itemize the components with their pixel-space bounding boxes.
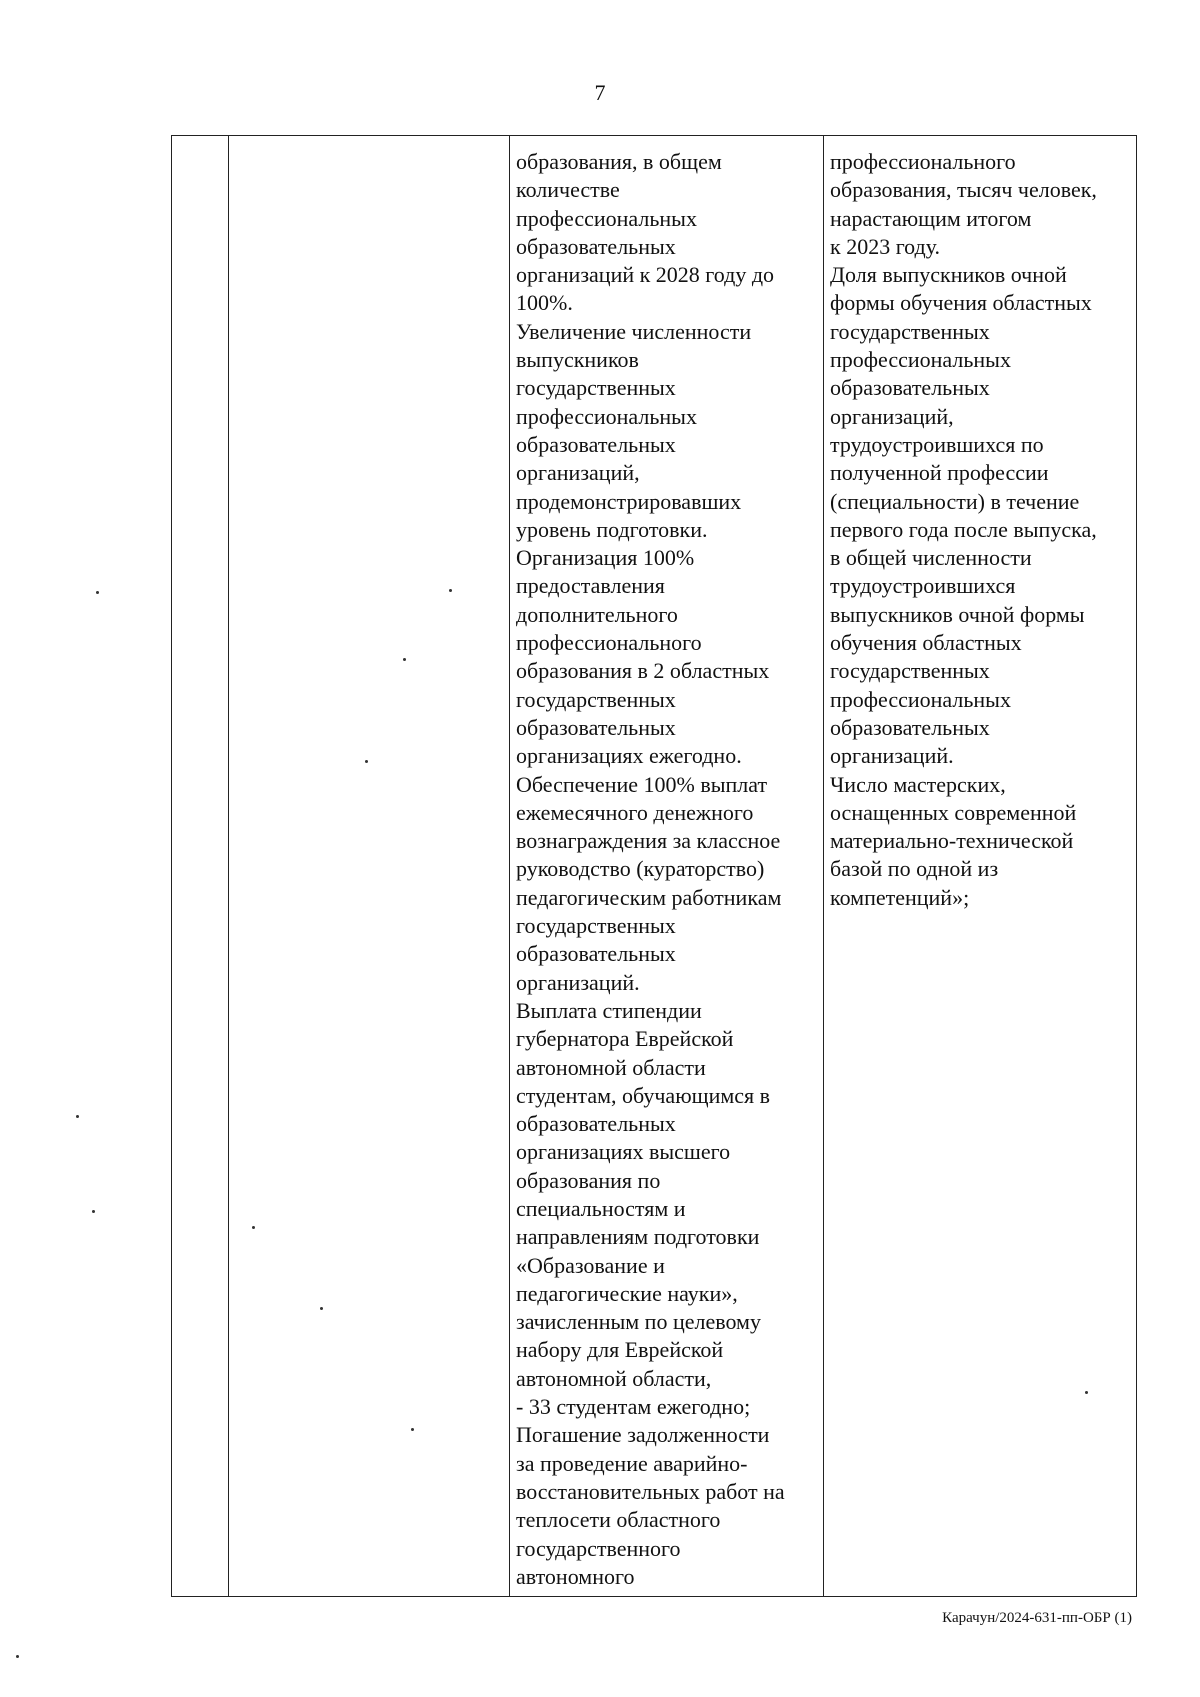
table-row — [172, 136, 1137, 1597]
scan-speck — [92, 1210, 95, 1213]
scan-speck — [16, 1655, 19, 1658]
scan-speck — [1085, 1391, 1088, 1394]
scan-speck — [403, 658, 406, 661]
table-cell-number — [172, 136, 229, 1597]
table-cell-indicators — [824, 136, 1137, 1597]
scan-speck — [252, 1226, 255, 1229]
table-cell-tasks — [510, 136, 824, 1597]
table-cell-name — [229, 136, 510, 1597]
indicators-text: профессионального образования, тысяч человек, нарастающим итогом к 2023 году. Доля выпускников очной формы обучения областных государственных профессиональных образовательных организаций, трудоустроившихся по полученной профессии (специальности) в течение первого года после выпуска, в общей численности трудоустроившихся выпускников очной формы обучения областных государственных профессиональных образовательных организаций. Число мастерских, оснащенных современной материально-технической базой по одной из компетенций»; — [830, 149, 1097, 910]
scan-speck — [365, 760, 368, 763]
tasks-text: образования, в общем количестве профессиональных образовательных организаций к 2028 году до 100%. Увеличение численности выпускников государственных профессиональных образовательных организаций, продемонстрировавших уровень подготовки. Организация 100% предоставления дополнительного профессионального образования в 2 областных государственных образовательных организациях ежегодно. Обеспечение 100% выплат ежемесячного денежного вознаграждения за классное руководство (кураторство) педагогическим работникам государственных образовательных организаций. Выплата стипендии губернатора Еврейской автономной области студентам, обучающимся в образовательных организациях высшего образования по специальностям и направлениям подготовки «Образование и педагогические науки», зачисленным по целевому набору для Еврейской автономной области, - 33 студентам ежегодно; Погашение задолженности за проведение аварийно- восстановительных работ на теплосети областного государственного автономного — [516, 149, 785, 1589]
scan-speck — [411, 1428, 414, 1431]
document-table — [171, 135, 1137, 1597]
scan-speck — [449, 589, 452, 592]
scan-speck — [76, 1115, 79, 1118]
page-number: 7 — [594, 80, 606, 105]
document-footer-id: Карачун/2024-631-пп-ОБР (1) — [942, 1610, 1132, 1626]
scan-speck — [320, 1307, 323, 1310]
scan-speck — [96, 591, 99, 594]
